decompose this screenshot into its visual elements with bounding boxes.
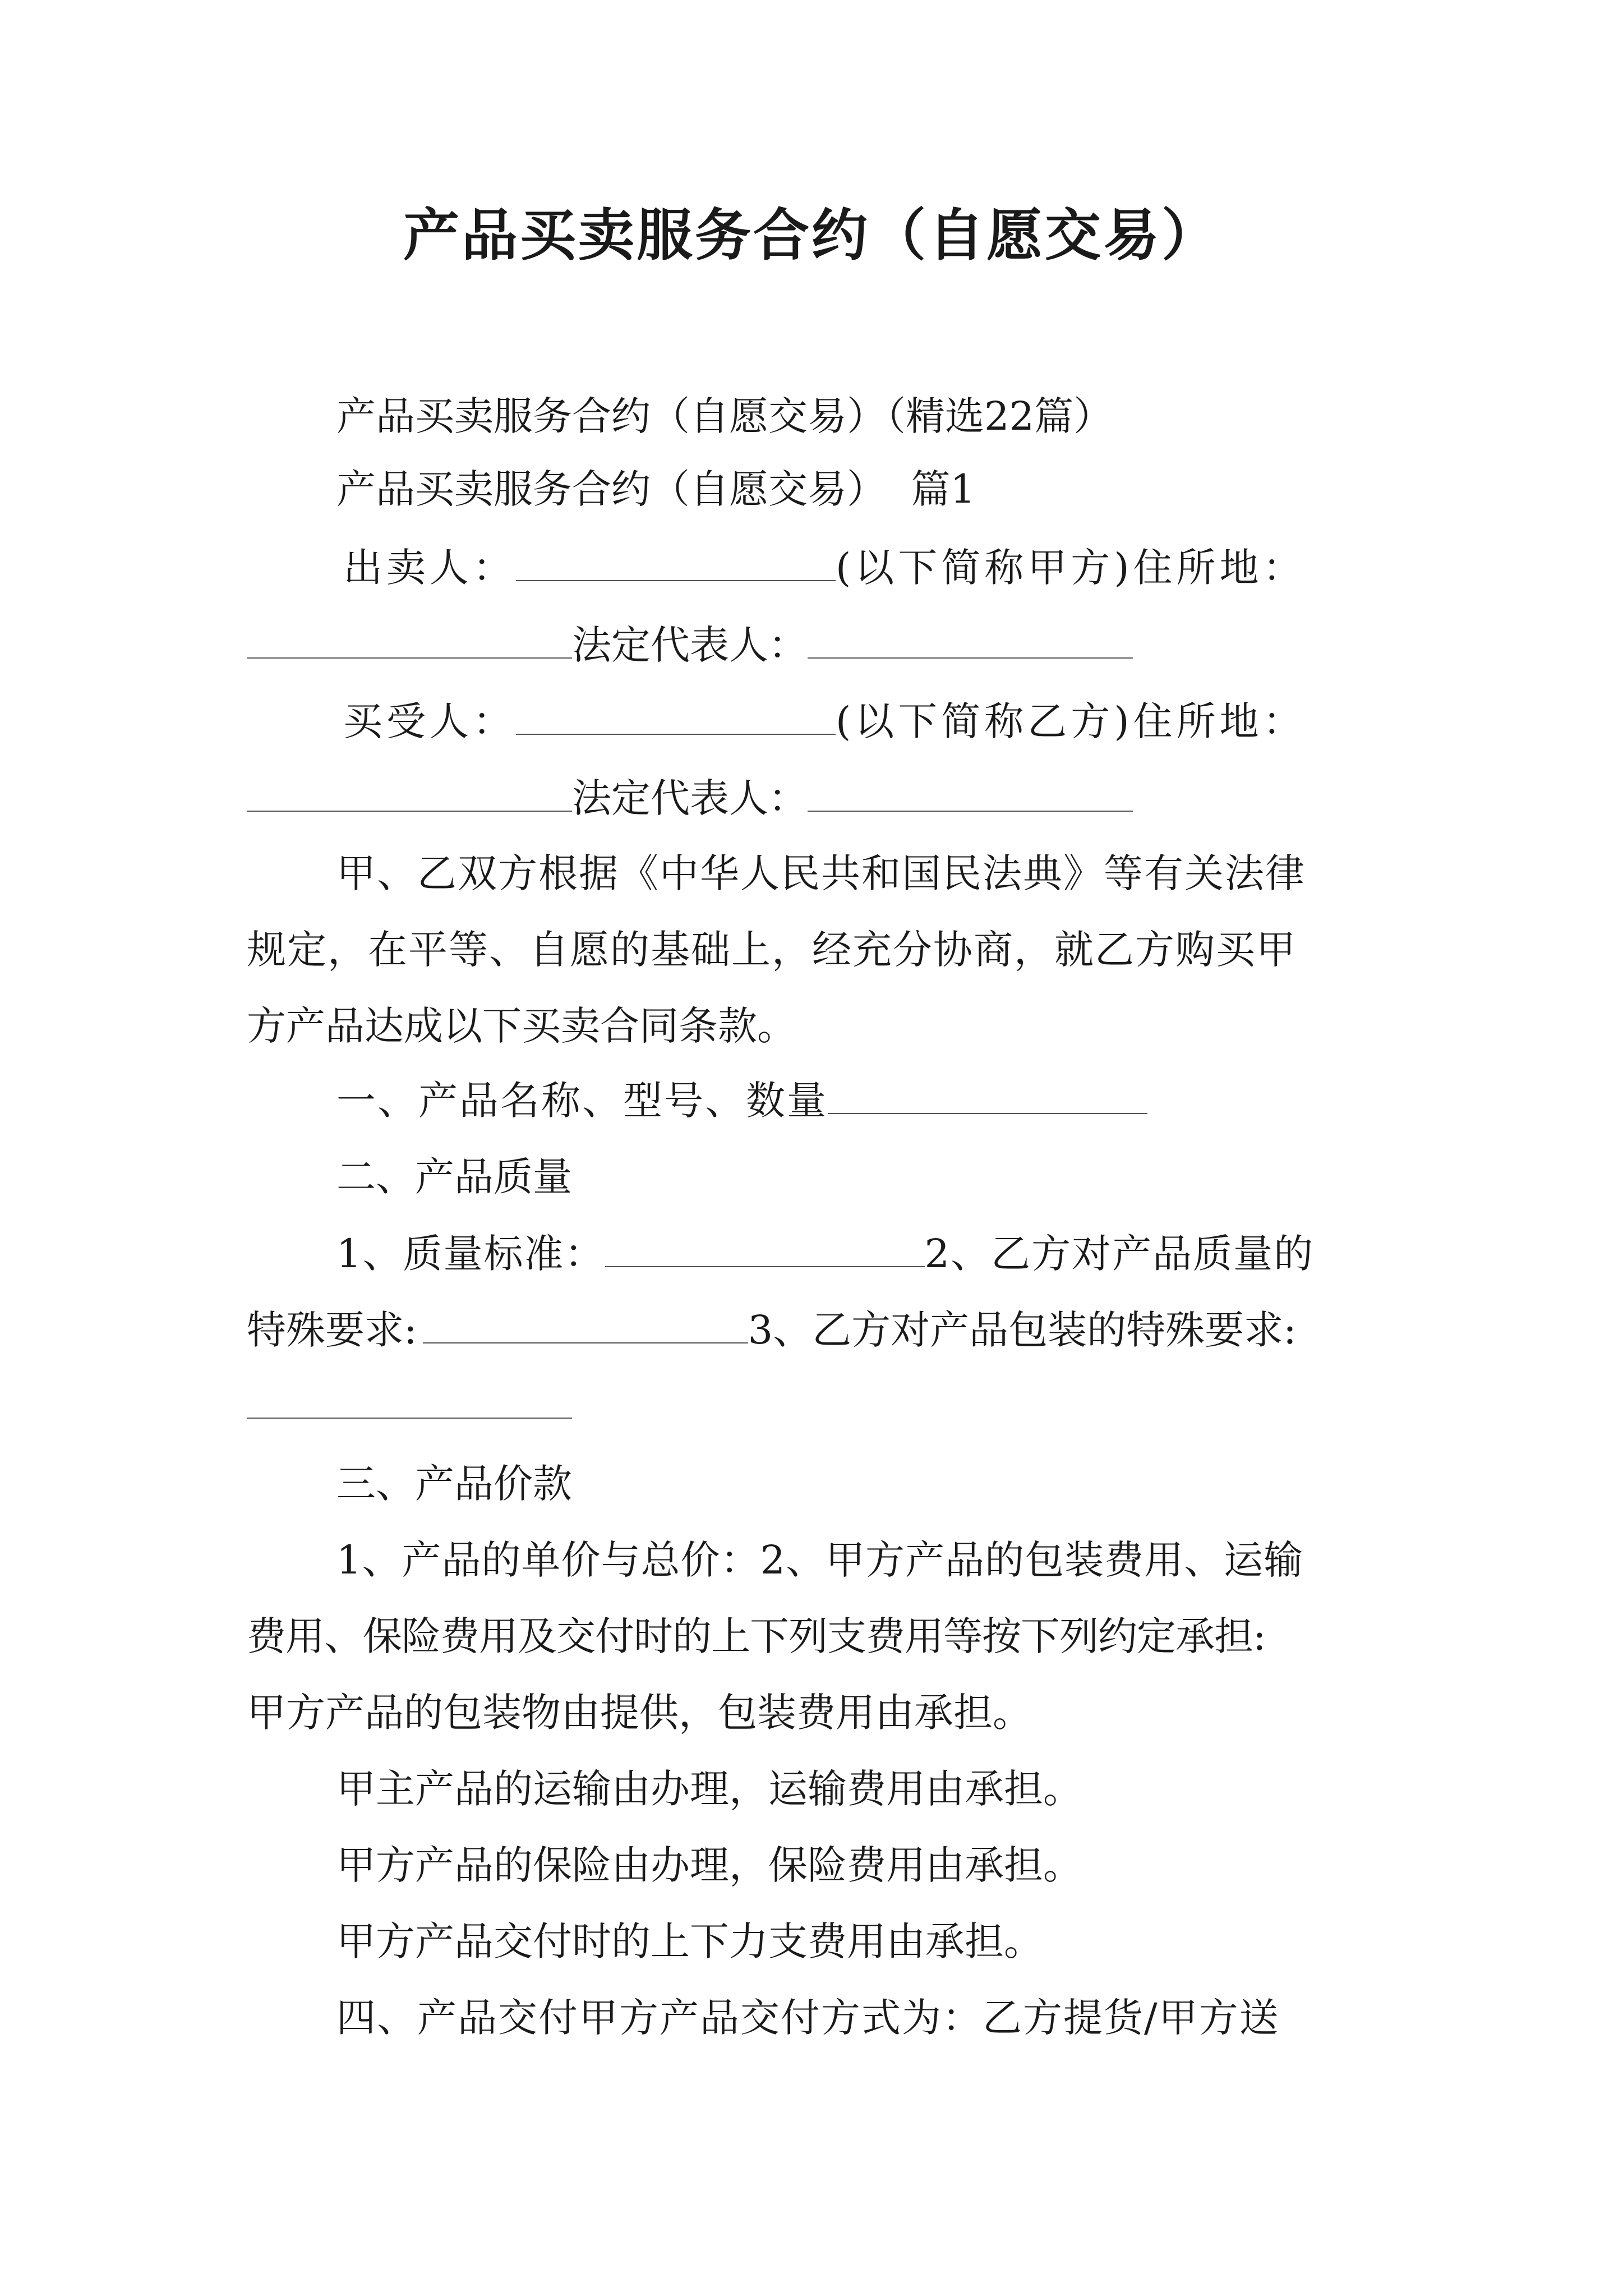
section-heading: 产品买卖服务合约（自愿交易） 篇1	[336, 466, 976, 512]
price-line-6: 甲方产品交付时的上下力支费用由承担。	[336, 1918, 1043, 1964]
item-4-line: 四、产品交付甲方产品交付方式为：乙方提货/甲方送	[336, 1995, 1280, 2041]
buyer-label: 买受人：	[343, 698, 516, 744]
subtitle: 产品买卖服务合约（自愿交易）（精选22篇）	[336, 393, 1113, 439]
seller-rep-blank	[808, 622, 1133, 659]
packaging-blank	[247, 1382, 572, 1419]
quality-standard-label: 1、质量标准：	[336, 1231, 605, 1277]
packaging-blank-line	[247, 1380, 572, 1430]
intro-line-3: 方产品达成以下买卖合同条款。	[247, 1003, 796, 1049]
item-2-heading: 二、产品质量	[336, 1154, 572, 1200]
buyer-name-blank	[516, 698, 836, 735]
item-1-heading: 一、产品名称、型号、数量	[336, 1078, 828, 1124]
price-line-1: 1、产品的单价与总价：2、甲方产品的包装费用、运输	[336, 1537, 1304, 1583]
seller-name-blank	[516, 544, 836, 581]
buyer-rep-blank	[808, 775, 1133, 812]
buyer-line	[343, 696, 1306, 747]
price-line-3: 甲方产品的包装物由提供，包装费用由承担。	[247, 1690, 1032, 1736]
quality-standard-blank	[605, 1230, 925, 1267]
item-3-heading: 三、产品价款	[336, 1461, 572, 1507]
seller-rep-line	[247, 620, 1133, 670]
seller-suffix: (以下简称甲方)住所地：	[836, 545, 1306, 591]
quality-line	[336, 1228, 1314, 1279]
intro-line-1: 甲、乙双方根据《中华人民共和国民法典》等有关法律	[336, 850, 1306, 896]
buyer-rep-line	[247, 773, 1133, 823]
price-line-4: 甲主产品的运输由办理，运输费用由承担。	[336, 1766, 1082, 1812]
intro-line-2: 规定，在平等、自愿的基础上，经充分协商，就乙方购买甲	[247, 927, 1297, 973]
packaging-requirement: 3、乙方对产品包装的特殊要求:	[748, 1307, 1297, 1353]
seller-label: 出卖人：	[343, 545, 516, 591]
buyer-address-blank	[247, 775, 572, 812]
price-line-2: 费用、保险费用及交付时的上下列支费用等按下列约定承担:	[247, 1613, 1266, 1659]
seller-address-blank	[247, 622, 572, 659]
special-label: 特殊要求:	[247, 1307, 417, 1353]
special-line	[247, 1305, 1297, 1355]
seller-line	[343, 542, 1306, 593]
document-title: 产品买卖服务合约（自愿交易）	[403, 203, 1220, 268]
special-blank	[423, 1306, 748, 1343]
quality-requirement-label: 2、乙方对产品质量的	[924, 1231, 1315, 1277]
price-line-5: 甲方产品的保险由办理，保险费用由承担。	[336, 1842, 1082, 1888]
item-1-blank	[828, 1077, 1147, 1114]
seller-rep-label: 法定代表人：	[572, 622, 808, 668]
buyer-suffix: (以下简称乙方)住所地：	[836, 698, 1306, 744]
buyer-rep-label: 法定代表人：	[572, 775, 808, 821]
item-1-line	[336, 1075, 1147, 1126]
